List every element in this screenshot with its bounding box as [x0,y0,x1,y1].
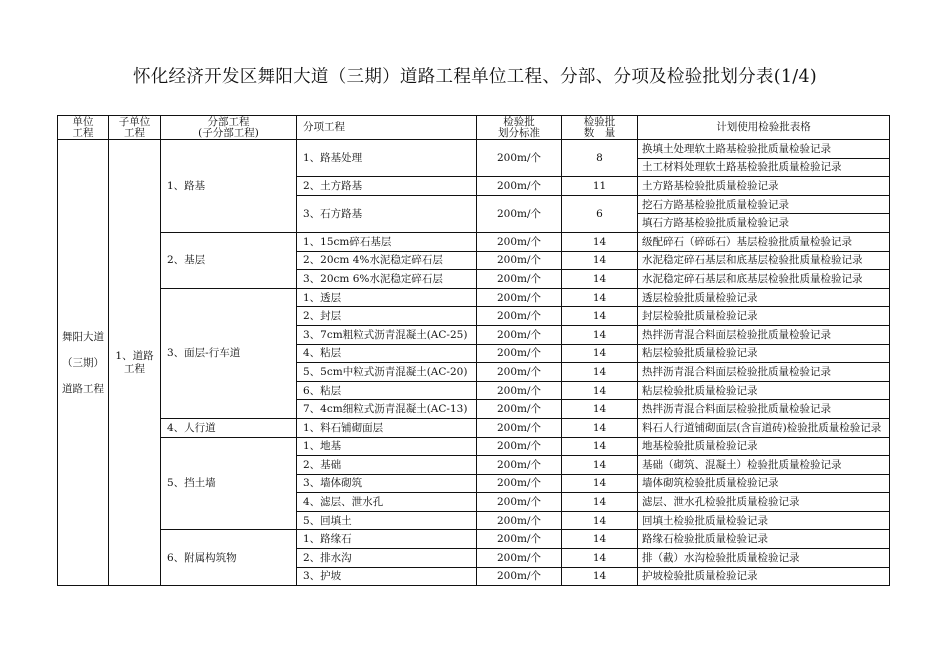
quantity-cell: 14 [562,418,638,437]
table-row [58,232,890,251]
form-cell: 级配碎石（碎砾石）基层检验批质量检验记录 [638,232,890,251]
header-division: 分部工程 (子分部工程) [161,116,297,140]
standard-cell: 200m/个 [477,418,562,437]
quantity-cell: 14 [562,232,638,251]
division-cell: 6、附属构筑物 [161,530,297,586]
item-name-cell: 1、路缘石 [297,530,477,549]
division-cell: 5、挡土墙 [161,437,297,530]
header-item: 分项工程 [297,116,477,140]
item-name-cell: 4、粘层 [297,344,477,363]
item-name-cell: 4、滤层、泄水孔 [297,493,477,512]
quantity-cell: 14 [562,511,638,530]
subunit-project-cell: 1、道路工程 [109,140,161,586]
item-name-cell: 1、透层 [297,288,477,307]
quantity-cell: 14 [562,270,638,289]
quantity-cell: 14 [562,307,638,326]
item-name-cell: 3、石方路基 [297,195,477,232]
quantity-cell: 14 [562,437,638,456]
division-table [57,115,890,586]
standard-cell: 200m/个 [477,363,562,382]
item-name-cell: 6、粘层 [297,381,477,400]
quantity-cell: 14 [562,363,638,382]
item-name-cell: 2、封层 [297,307,477,326]
page-title: 怀化经济开发区舞阳大道（三期）道路工程单位工程、分部、分项及检验批划分表(1/4) [132,67,818,87]
division-cell: 4、人行道 [161,418,297,437]
quantity-cell: 14 [562,251,638,270]
item-name-cell: 2、20cm 4%水泥稳定碎石层 [297,251,477,270]
form-cell: 滤层、泄水孔检验批质量检验记录 [638,493,890,512]
standard-cell: 200m/个 [477,270,562,289]
form-cell: 热拌沥青混合料面层检验批质量检验记录 [638,363,890,382]
quantity-cell: 14 [562,344,638,363]
header-quantity: 检验批 数 量 [562,116,638,140]
form-cell: 土方路基检验批质量检验记录 [638,177,890,196]
header-unit: 单位 工程 [58,116,109,140]
header-subunit: 子单位 工程 [109,116,161,140]
quantity-cell: 14 [562,493,638,512]
item-name-cell: 2、基础 [297,456,477,475]
division-cell: 2、基层 [161,232,297,288]
header-plan: 计划使用检验批表格 [638,116,890,140]
quantity-cell: 14 [562,381,638,400]
form-cell: 粘层检验批质量检验记录 [638,344,890,363]
form-cell: 填石方路基检验批质量检验记录 [638,214,890,233]
quantity-cell: 14 [562,549,638,568]
quantity-cell: 14 [562,400,638,419]
item-name-cell: 3、护坡 [297,567,477,586]
quantity-cell: 14 [562,530,638,549]
form-cell: 水泥稳定碎石基层和底基层检验批质量检验记录 [638,270,890,289]
quantity-cell: 6 [562,195,638,232]
quantity-cell: 14 [562,474,638,493]
item-name-cell: 1、地基 [297,437,477,456]
quantity-cell: 8 [562,140,638,177]
standard-cell: 200m/个 [477,493,562,512]
standard-cell: 200m/个 [477,549,562,568]
form-cell: 挖石方路基检验批质量检验记录 [638,195,890,214]
standard-cell: 200m/个 [477,456,562,475]
form-cell: 地基检验批质量检验记录 [638,437,890,456]
form-cell: 路缘石检验批质量检验记录 [638,530,890,549]
standard-cell: 200m/个 [477,400,562,419]
quantity-cell: 14 [562,456,638,475]
form-cell: 热拌沥青混合料面层检验批质量检验记录 [638,325,890,344]
item-name-cell: 3、7cm粗粒式沥青混凝土(AC-25) [297,325,477,344]
item-name-cell: 2、排水沟 [297,549,477,568]
form-cell: 土工材料处理软土路基检验批质量检验记录 [638,158,890,177]
standard-cell: 200m/个 [477,177,562,196]
item-name-cell: 5、5cm中粒式沥青混凝土(AC-20) [297,363,477,382]
standard-cell: 200m/个 [477,288,562,307]
item-name-cell: 3、20cm 6%水泥稳定碎石层 [297,270,477,289]
form-cell: 水泥稳定碎石基层和底基层检验批质量检验记录 [638,251,890,270]
standard-cell: 200m/个 [477,344,562,363]
form-cell: 基础（砌筑、混凝土）检验批质量检验记录 [638,456,890,475]
form-cell: 换填土处理软土路基检验批质量检验记录 [638,140,890,159]
standard-cell: 200m/个 [477,140,562,177]
form-cell: 回填土检验批质量检验记录 [638,511,890,530]
form-cell: 粘层检验批质量检验记录 [638,381,890,400]
form-cell: 墙体砌筑检验批质量检验记录 [638,474,890,493]
form-cell: 透层检验批质量检验记录 [638,288,890,307]
standard-cell: 200m/个 [477,325,562,344]
item-name-cell: 2、土方路基 [297,177,477,196]
form-cell: 热拌沥青混合料面层检验批质量检验记录 [638,400,890,419]
unit-project-cell: 舞阳大道（三期）道路工程 [58,140,109,586]
standard-cell: 200m/个 [477,195,562,232]
standard-cell: 200m/个 [477,474,562,493]
standard-cell: 200m/个 [477,437,562,456]
table-row [58,418,890,437]
table-row [58,437,890,456]
quantity-cell: 14 [562,288,638,307]
item-name-cell: 7、4cm细粒式沥青混凝土(AC-13) [297,400,477,419]
quantity-cell: 14 [562,567,638,586]
item-name-cell: 1、15cm碎石基层 [297,232,477,251]
standard-cell: 200m/个 [477,511,562,530]
item-name-cell: 1、路基处理 [297,140,477,177]
division-cell: 1、路基 [161,140,297,233]
form-cell: 排（截）水沟检验批质量检验记录 [638,549,890,568]
standard-cell: 200m/个 [477,232,562,251]
standard-cell: 200m/个 [477,567,562,586]
division-cell: 3、面层-行车道 [161,288,297,418]
table-row [58,140,890,159]
standard-cell: 200m/个 [477,251,562,270]
item-name-cell: 1、料石铺砌面层 [297,418,477,437]
item-name-cell: 5、回填土 [297,511,477,530]
header-standard: 检验批 划分标准 [477,116,562,140]
form-cell: 料石人行道铺砌面层(含盲道砖)检验批质量检验记录 [638,418,890,437]
table-header-row [58,116,890,140]
form-cell: 护坡检验批质量检验记录 [638,567,890,586]
table-row [58,288,890,307]
table-row [58,530,890,549]
standard-cell: 200m/个 [477,530,562,549]
standard-cell: 200m/个 [477,307,562,326]
quantity-cell: 11 [562,177,638,196]
item-name-cell: 3、墙体砌筑 [297,474,477,493]
standard-cell: 200m/个 [477,381,562,400]
form-cell: 封层检验批质量检验记录 [638,307,890,326]
quantity-cell: 14 [562,325,638,344]
